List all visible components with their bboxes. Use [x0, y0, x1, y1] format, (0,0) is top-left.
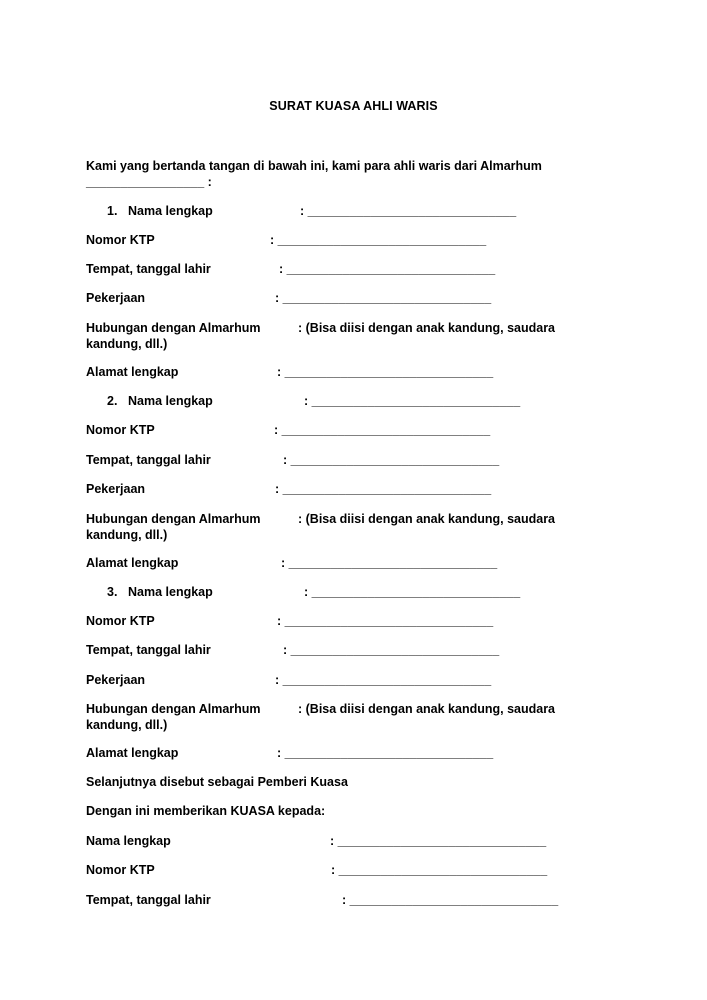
heir-1-ttl-row	[86, 261, 496, 277]
heir-ttl-blank: : ______________________________	[279, 262, 496, 276]
heir-ttl-label: Tempat, tanggal lahir	[86, 262, 211, 276]
heir-2-job-row	[86, 481, 492, 497]
heir-ktp-blank: : ______________________________	[277, 614, 494, 628]
intro-paragraph: Kami yang bertanda tangan di bawah ini, kami para ahli waris dari Almarhum _________________ :	[86, 159, 542, 189]
heir-job-blank: : ______________________________	[275, 482, 492, 496]
heir-name-blank: : ______________________________	[300, 204, 517, 218]
attorney-name-label: Nama lengkap	[86, 834, 171, 848]
heir-job-blank: : ______________________________	[275, 673, 492, 687]
heir-1-relation-row	[86, 320, 586, 352]
heir-2-ktp-row	[86, 422, 491, 438]
attorney-name-row	[86, 833, 547, 849]
heir-name-label: Nama lengkap	[128, 204, 213, 218]
heir-ttl-blank: : ______________________________	[283, 643, 500, 657]
heir-3-job-row	[86, 672, 492, 688]
heir-ktp-label: Nomor KTP	[86, 614, 155, 628]
heir-number: 2.	[107, 394, 118, 408]
heir-job-label: Pekerjaan	[86, 482, 146, 496]
heir-relation-value: : (Bisa diisi dengan anak kandung, saudara kandung, dll.)	[86, 321, 556, 351]
heir-relation-label: Hubungan dengan Almarhum	[86, 321, 261, 335]
heir-job-label: Pekerjaan	[86, 291, 146, 305]
heir-name-blank: : ______________________________	[304, 585, 521, 599]
heir-ktp-blank: : ______________________________	[274, 423, 491, 437]
heir-2-address-row	[86, 555, 498, 571]
attorney-ktp-blank: : ______________________________	[331, 863, 548, 877]
heir-3-relation-row	[86, 701, 586, 733]
heir-3-ttl-row	[86, 642, 500, 658]
heir-3-address-row	[86, 745, 494, 761]
heir-ktp-blank: : ______________________________	[270, 233, 487, 247]
heir-address-label: Alamat lengkap	[86, 365, 179, 379]
grant-statement: Dengan ini memberikan KUASA kepada:	[86, 804, 326, 818]
heir-address-blank: : ______________________________	[281, 556, 498, 570]
heir-number: 3.	[107, 585, 118, 599]
attorney-ktp-row	[86, 862, 548, 878]
heir-ktp-label: Nomor KTP	[86, 233, 155, 247]
heir-relation-label: Hubungan dengan Almarhum	[86, 512, 261, 526]
heir-name-label: Nama lengkap	[128, 394, 213, 408]
grantor-statement: Selanjutnya disebut sebagai Pemberi Kuasa	[86, 775, 348, 789]
heir-3-ktp-row	[86, 613, 494, 629]
heir-1-ktp-row	[86, 232, 487, 248]
heir-ktp-label: Nomor KTP	[86, 423, 155, 437]
attorney-ttl-blank: : ______________________________	[342, 893, 559, 907]
heir-1-address-row	[86, 364, 494, 380]
heir-name-blank: : ______________________________	[304, 394, 521, 408]
heir-address-label: Alamat lengkap	[86, 746, 179, 760]
heir-address-label: Alamat lengkap	[86, 556, 179, 570]
heir-name-label: Nama lengkap	[128, 585, 213, 599]
heir-ttl-label: Tempat, tanggal lahir	[86, 453, 211, 467]
heir-relation-value: : (Bisa diisi dengan anak kandung, saudara kandung, dll.)	[86, 702, 556, 732]
heir-ttl-blank: : ______________________________	[283, 453, 500, 467]
heir-2-relation-row	[86, 511, 586, 543]
heir-address-blank: : ______________________________	[277, 746, 494, 760]
heir-ttl-label: Tempat, tanggal lahir	[86, 643, 211, 657]
heir-address-blank: : ______________________________	[277, 365, 494, 379]
heir-job-label: Pekerjaan	[86, 673, 146, 687]
attorney-name-blank: : ______________________________	[330, 834, 547, 848]
heir-1-job-row	[86, 290, 492, 306]
heir-job-blank: : ______________________________	[275, 291, 492, 305]
document-title: SURAT KUASA AHLI WARIS	[269, 99, 438, 113]
heir-relation-value: : (Bisa diisi dengan anak kandung, saudara kandung, dll.)	[86, 512, 556, 542]
heir-number: 1.	[107, 204, 118, 218]
heir-relation-label: Hubungan dengan Almarhum	[86, 702, 261, 716]
attorney-ktp-label: Nomor KTP	[86, 863, 155, 877]
attorney-ttl-label: Tempat, tanggal lahir	[86, 893, 211, 907]
attorney-ttl-row	[86, 892, 559, 908]
heir-2-ttl-row	[86, 452, 500, 468]
